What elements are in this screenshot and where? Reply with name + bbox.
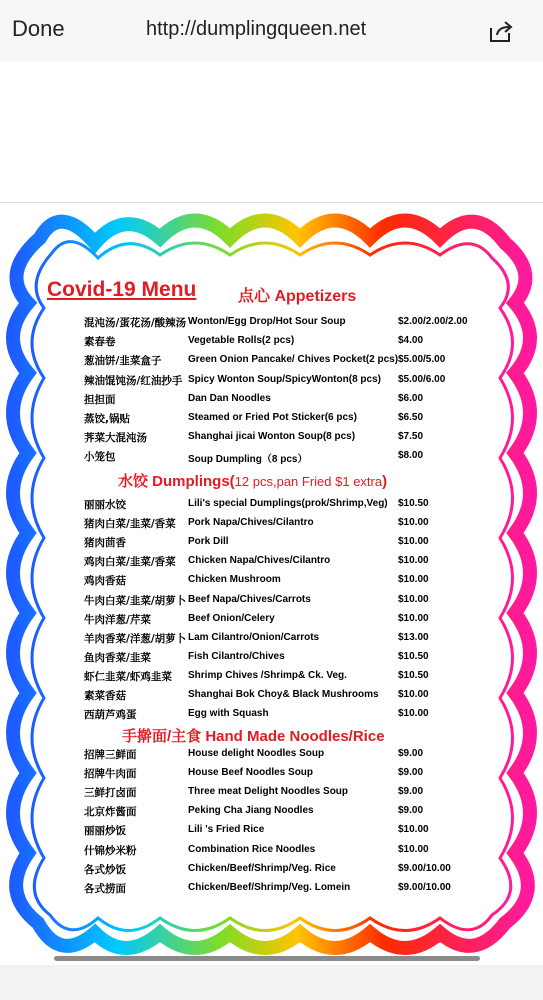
menu-item bbox=[84, 516, 504, 534]
item-english-name: Shrimp Chives /Shrimp& Ck. Veg. bbox=[188, 669, 347, 681]
item-chinese-name: 羊肉香菜/洋葱/胡萝卜 bbox=[84, 632, 187, 645]
item-english-name: Combination Rice Noodles bbox=[188, 843, 316, 855]
item-english-name: Three meat Delight Noodles Soup bbox=[188, 786, 349, 798]
item-price: $2.00/2.00/2.00 bbox=[398, 316, 468, 327]
item-price: $10.00 bbox=[398, 689, 429, 700]
item-chinese-name: 各式捞面 bbox=[84, 882, 126, 895]
item-chinese-name: 素春卷 bbox=[84, 336, 116, 349]
appetizers-heading: 点心 Appetizers bbox=[238, 288, 357, 305]
item-chinese-name: 招牌三鲜面 bbox=[84, 749, 137, 761]
item-chinese-name: 素菜香菇 bbox=[84, 690, 126, 702]
item-english-name: Pork Dill bbox=[188, 536, 229, 548]
item-price: $10.00 bbox=[398, 843, 429, 855]
item-chinese-name: 蒸饺,锅贴 bbox=[84, 413, 130, 425]
menu-item bbox=[84, 315, 504, 333]
menu-item bbox=[84, 334, 504, 352]
item-chinese-name: 牛肉白菜/韭菜/胡萝卜 bbox=[84, 594, 187, 607]
menu-item bbox=[84, 449, 504, 467]
blank-area bbox=[0, 62, 543, 202]
item-english-name: Lili 's Fried Rice bbox=[188, 824, 265, 836]
item-price: $6.00 bbox=[398, 392, 424, 404]
item-price: $9.00/10.00 bbox=[398, 881, 451, 893]
item-price: $13.00 bbox=[398, 631, 429, 643]
url-label: http://dumplingqueen.net bbox=[146, 18, 367, 40]
item-price: $9.00 bbox=[398, 786, 424, 798]
item-chinese-name: 猪肉白菜/韭菜/香菜 bbox=[84, 518, 176, 531]
menu-item bbox=[84, 573, 504, 591]
item-price: $10.00 bbox=[398, 708, 429, 720]
horizontal-scrollbar[interactable] bbox=[54, 956, 480, 961]
item-price: $10.00 bbox=[398, 555, 429, 567]
menu-item bbox=[84, 392, 504, 410]
menu-item bbox=[84, 353, 504, 371]
menu-item bbox=[84, 804, 504, 822]
bottom-area bbox=[0, 965, 543, 1000]
item-english-name: Egg with Squash bbox=[188, 708, 269, 720]
item-english-name: Chicken/Beef/Shrimp/Veg. Lomein bbox=[188, 881, 351, 893]
item-chinese-name: 西葫芦鸡蛋 bbox=[84, 709, 137, 722]
item-chinese-name: 担担面 bbox=[84, 393, 116, 406]
item-chinese-name: 虾仁韭菜/虾鸡韭菜 bbox=[84, 670, 172, 683]
item-price: $6.50 bbox=[398, 412, 424, 423]
item-english-name: Peking Cha Jiang Noodles bbox=[188, 805, 314, 817]
menu-item bbox=[84, 593, 504, 611]
item-english-name: Chicken Mushroom bbox=[188, 574, 281, 586]
item-english-name: Chicken Napa/Chives/Cilantro bbox=[188, 555, 331, 567]
item-english-name: Pork Napa/Chives/Cilantro bbox=[188, 517, 314, 529]
dumplings-heading bbox=[118, 470, 387, 491]
item-english-name: Dan Dan Noodles bbox=[188, 392, 271, 404]
share-icon[interactable] bbox=[488, 18, 514, 44]
menu-item bbox=[84, 862, 504, 880]
item-price: $10.00 bbox=[398, 593, 429, 605]
menu-item bbox=[84, 650, 504, 668]
menu-image bbox=[0, 203, 543, 965]
menu-item bbox=[84, 411, 504, 429]
noodles-heading: 手擀面/主食 Hand Made Noodles/Rice bbox=[122, 728, 385, 745]
dumplings-note: 12 pcs,pan Fried $1 extra bbox=[234, 474, 383, 489]
item-price: $7.50 bbox=[398, 431, 424, 443]
item-english-name: Soup Dumpling（8 pcs） bbox=[188, 454, 308, 466]
item-english-name: Fish Cilantro/Chives bbox=[188, 650, 285, 662]
item-price: $4.00 bbox=[398, 335, 424, 347]
item-chinese-name: 北京炸酱面 bbox=[84, 806, 137, 819]
menu-item bbox=[84, 554, 504, 572]
menu-item bbox=[84, 843, 504, 861]
item-english-name: Green Onion Pancake/ Chives Pocket(2 pcs) bbox=[188, 354, 399, 366]
item-chinese-name: 丽丽炒饭 bbox=[84, 825, 126, 838]
item-price: $9.00 bbox=[398, 748, 424, 759]
item-chinese-name: 荠菜大混沌汤 bbox=[84, 432, 147, 445]
item-english-name: Steamed or Fried Pot Sticker(6 pcs) bbox=[188, 412, 357, 423]
item-chinese-name: 鸡肉香菇 bbox=[84, 575, 126, 588]
item-chinese-name: 各式炒饭 bbox=[84, 863, 126, 876]
browser-toolbar bbox=[0, 0, 543, 62]
item-english-name: Vegetable Rolls(2 pcs) bbox=[188, 335, 295, 347]
item-price: $5.00/5.00 bbox=[398, 354, 446, 366]
item-chinese-name: 三鲜打卤面 bbox=[84, 787, 137, 800]
item-english-name: Wonton/Egg Drop/Hot Sour Soup bbox=[188, 316, 346, 327]
item-chinese-name: 葱油饼/韭菜盒子 bbox=[84, 355, 162, 368]
item-english-name: Beef Onion/Celery bbox=[188, 612, 275, 624]
item-price: $10.00 bbox=[398, 574, 429, 586]
menu-item bbox=[84, 669, 504, 687]
menu-item bbox=[84, 612, 504, 630]
item-chinese-name: 招牌牛肉面 bbox=[84, 768, 137, 781]
item-chinese-name: 牛肉洋葱/芹菜 bbox=[84, 613, 151, 626]
item-price: $10.50 bbox=[398, 650, 429, 662]
dumplings-heading-close: ) bbox=[382, 473, 388, 490]
item-price: $10.00 bbox=[398, 612, 429, 624]
menu-item bbox=[84, 430, 504, 448]
menu-item bbox=[84, 535, 504, 553]
item-chinese-name: 丽丽水饺 bbox=[84, 499, 126, 511]
menu-item bbox=[84, 766, 504, 784]
item-english-name: House Beef Noodles Soup bbox=[188, 767, 314, 779]
item-english-name: Chicken/Beef/Shrimp/Veg. Rice bbox=[188, 862, 336, 874]
item-price: $9.00 bbox=[398, 805, 424, 817]
item-chinese-name: 什锦炒米粉 bbox=[84, 844, 137, 857]
item-price: $10.00 bbox=[398, 517, 429, 529]
done-button[interactable]: Done bbox=[12, 16, 65, 41]
item-price: $10.00 bbox=[398, 536, 429, 548]
item-chinese-name: 小笼包 bbox=[84, 451, 116, 464]
menu-item bbox=[84, 497, 504, 515]
item-english-name: Beef Napa/Chives/Carrots bbox=[188, 593, 311, 605]
item-english-name: Lam Cilantro/Onion/Carrots bbox=[188, 631, 320, 643]
item-english-name: Lili's special Dumplings(prok/Shrimp,Veg) bbox=[188, 498, 388, 509]
menu-item bbox=[84, 785, 504, 803]
item-chinese-name: 辣油馄饨汤/红油抄手 bbox=[84, 374, 183, 387]
menu-item bbox=[84, 707, 504, 725]
dumplings-heading-text: 水饺 Dumplings( bbox=[118, 473, 235, 490]
item-chinese-name: 鱼肉香菜/韭菜 bbox=[84, 651, 151, 664]
menu-item bbox=[84, 688, 504, 706]
item-price: $10.50 bbox=[398, 498, 429, 509]
item-english-name: Shanghai jicai Wonton Soup(8 pcs) bbox=[188, 431, 356, 443]
item-price: $10.50 bbox=[398, 669, 429, 681]
item-price: $8.00 bbox=[398, 450, 424, 462]
item-price: $10.00 bbox=[398, 824, 429, 836]
menu-item bbox=[84, 631, 504, 649]
menu-title: Covid-19 Menu bbox=[47, 278, 197, 301]
item-english-name: Spicy Wonton Soup/SpicyWonton(8 pcs) bbox=[188, 373, 381, 385]
item-price: $9.00/10.00 bbox=[398, 862, 451, 874]
menu-item bbox=[84, 881, 504, 899]
item-english-name: Shanghai Bok Choy& Black Mushrooms bbox=[188, 689, 379, 700]
menu-item bbox=[84, 747, 504, 765]
item-chinese-name: 猪肉茴香 bbox=[84, 537, 126, 550]
item-chinese-name: 混沌汤/蛋花汤/酸辣汤 bbox=[84, 317, 187, 329]
menu-item bbox=[84, 823, 504, 841]
item-chinese-name: 鸡肉白菜/韭菜/香菜 bbox=[84, 556, 176, 569]
item-price: $9.00 bbox=[398, 767, 424, 779]
item-english-name: House delight Noodles Soup bbox=[188, 748, 325, 759]
item-price: $5.00/6.00 bbox=[398, 373, 446, 385]
menu-item bbox=[84, 373, 504, 391]
